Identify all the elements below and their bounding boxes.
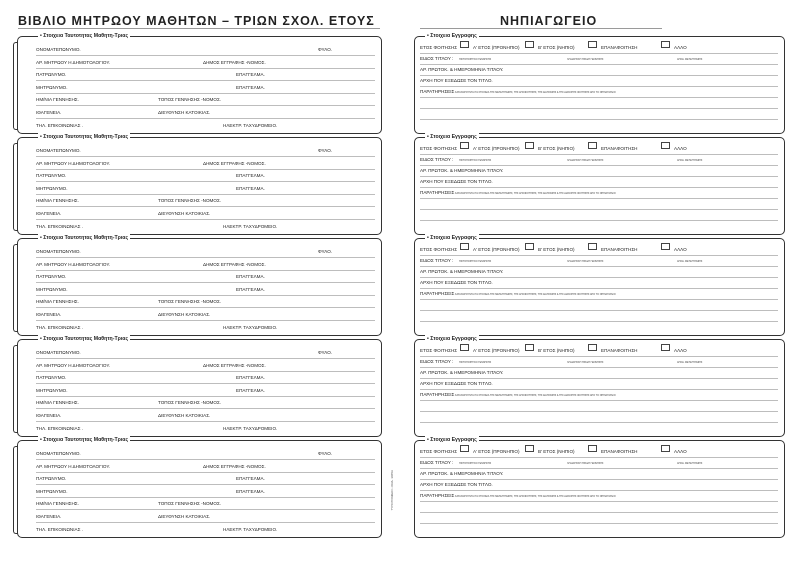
form-rule [36,497,375,498]
father-name-field[interactable]: ΠΑΤΡΩΝΥΜΟ. [36,274,67,280]
mother-name-field[interactable]: ΜΗΤΡΩΝΥΜΟ. [36,286,68,292]
gender-field[interactable]: ΦΥΛΟ. [318,249,333,254]
notes-rule[interactable] [420,209,778,210]
citizenship-field[interactable]: ΙΘΑΓΕΝΕΙΑ. [36,413,62,418]
other-checkbox[interactable] [661,142,670,149]
form-rule [420,75,778,76]
doc-transfer-option[interactable]: ΑΠΟΔ. ΜΕΤΕΓΓΡΑΦΗΣ [677,360,703,364]
year-a-label: Α' ΕΤΟΣ (ΠΡΟΝΗΠΙΟ) [473,247,520,252]
other-checkbox[interactable] [661,445,670,452]
address-field[interactable]: ΔΙΕΥΘΥΝΣΗ ΚΑΤΟΙΚΙΑΣ. [158,110,211,115]
notes-rule[interactable] [420,198,778,199]
doc-birth-option[interactable]: ΠΙΣΤΟΠΟΙΗΤΙΚΟ ΓΕΝΝΗΣΗΣ [459,461,492,465]
form-rule [36,408,375,409]
year-b-label: Β' ΕΤΟΣ (ΝΗΠΙΟ) [538,146,575,151]
enrollment-section-title: • Στοιχεια Εγγραφης [427,336,477,342]
surname-field[interactable]: ΟΝΟΜΑΤΕΠΩΝΥΜΟ. [36,148,81,153]
enrollment-panel [414,235,785,336]
issuer-field[interactable]: ΑΡΧΗ ΠΟΥ ΕΞΕΔΩΣΕ ΤΟΝ ΤΙΤΛΟ. [420,381,493,386]
father-profession-field[interactable]: ΕΠΑΓΓΕΛΜΑ. [236,72,265,78]
doc-birth-act-option[interactable]: ΛΗΞΙΑΡΧΙΚΗ ΠΡΑΞΗ ΓΕΝΝΗΣΗΣ [567,461,604,465]
email-field[interactable]: ΗΛΕΚΤΡ. ΤΑΧΥΔΡΟΜΕΙΟ. [223,425,278,431]
protocol-field[interactable]: ΑΡ. ΠΡΩΤΟΚ. & ΗΜΕΡΟΜΗΝΙΑ ΤΙΤΛΟΥ. [420,471,504,476]
form-rule [420,389,778,390]
student-identity-panel [17,33,382,134]
identity-section-title: • Στοιχεια Ταυτοτητας Μαθητη-Τριας [40,134,129,140]
other-label: ΑΛΛΟ [674,45,687,50]
identity-section-title: • Στοιχεια Ταυτοτητας Μαθητη-Τριας [40,437,129,443]
form-rule [420,187,778,188]
form-rule [420,176,778,177]
doc-type-label: ΕΙΔΟΣ ΤΙΤΛΟΥ : [420,359,454,364]
mother-profession-field[interactable]: ΕΠΑΓΓΕΛΜΑ. [236,387,265,393]
notes-hint: ΚΑΤΑΧΩΡΟΥΝΤΑΙ ΤΑ ΣΤΟΙΧΕΙΑ ΤΗΣ ΜΕΤΕΓΓΡΑΦΗΣ, ΤΗΣ ΑΠΟΦΟΙΤΗΣΗΣ, ΤΗΣ ΔΙΑΓΡΑΦΗΣ & ΤΗΣ ΔΙΑΚΟΠΗΣ ΦΟΙΤΗΣΗΣ ΑΠΟ ΤΟ ΝΗΠΙΑΓΩΓΕΙΟ [455,393,616,397]
student-identity-panel [17,336,382,437]
left-page-title: ΒΙΒΛΙΟ ΜΗΤΡΩΟΥ ΜΑΘΗΤΩΝ – ΤΡΙΩΝ ΣΧΟΛ. ΕΤΟΥΣ [18,14,375,28]
notes-rule[interactable] [420,299,778,300]
year-a-label: Α' ΕΤΟΣ (ΠΡΟΝΗΠΙΟ) [473,146,520,151]
form-rule [36,181,375,182]
form-rule [420,356,778,357]
form-rule [36,371,375,372]
enrollment-section-title: • Στοιχεια Εγγραφης [427,33,477,39]
notes-label: ΠΑΡΑΤΗΡΗΣΕΙΣ [420,89,455,94]
doc-type-label: ΕΙΔΟΣ ΤΙΤΛΟΥ : [420,258,454,263]
doc-birth-act-option[interactable]: ΛΗΞΙΑΡΧΙΚΗ ΠΡΑΞΗ ΓΕΝΝΗΣΗΣ [567,259,604,263]
enrollment-section-title: • Στοιχεια Εγγραφης [427,134,477,140]
repeat-checkbox[interactable] [588,344,597,351]
doc-type-label: ΕΙΔΟΣ ΤΙΤΛΟΥ : [420,460,454,465]
gender-field[interactable]: ΦΥΛΟ. [318,451,333,456]
gender-field[interactable]: ΦΥΛΟ. [318,47,333,52]
year-b-label: Β' ΕΤΟΣ (ΝΗΠΙΟ) [538,449,575,454]
address-field[interactable]: ΔΙΕΥΘΥΝΣΗ ΚΑΤΟΙΚΙΑΣ. [158,413,211,418]
mother-name-field[interactable]: ΜΗΤΡΩΝΥΜΟ. [36,387,68,393]
doc-birth-act-option[interactable]: ΛΗΞΙΑΡΧΙΚΗ ΠΡΑΞΗ ΓΕΝΝΗΣΗΣ [567,57,604,61]
birth-place-field[interactable]: ΤΟΠΟΣ ΓΕΝΝΗΣΗΣ -ΝΟΜΟΣ. [158,97,222,103]
surname-field[interactable]: ΟΝΟΜΑΤΕΠΩΝΥΜΟ. [36,47,81,52]
form-rule [36,459,375,460]
year-a-label: Α' ΕΤΟΣ (ΠΡΟΝΗΠΙΟ) [473,45,520,50]
form-rule [420,64,778,65]
enrollment-panel [414,437,785,538]
registry-number-field[interactable]: ΑΡ. ΜΗΤΡΩΟΥ Η ΔΗΜΟΤΟΛΟΓΙΟΥ. [36,59,111,65]
year-b-checkbox[interactable] [525,142,534,149]
right-title-rule [420,28,662,29]
birth-date-field[interactable]: ΗΜ/ΝΙΑ ΓΕΝΝΗΣΗΣ. [36,198,79,204]
form-rule [36,307,375,308]
citizenship-field[interactable]: ΙΘΑΓΕΝΕΙΑ. [36,110,62,115]
form-rule [420,378,778,379]
form-rule [420,165,778,166]
notes-rule[interactable] [420,400,778,401]
identity-section-title: • Στοιχεια Ταυτοτητας Μαθητη-Τριας [40,235,129,241]
registry-number-field[interactable]: ΑΡ. ΜΗΤΡΩΟΥ Η ΔΗΜΟΤΟΛΟΓΙΟΥ. [36,463,111,469]
mother-name-field[interactable]: ΜΗΤΡΩΝΥΜΟ. [36,488,68,494]
other-checkbox[interactable] [661,243,670,250]
doc-transfer-option[interactable]: ΑΠΟΔ. ΜΕΤΕΓΓΡΑΦΗΣ [677,461,703,465]
form-rule [36,472,375,473]
form-rule [420,86,778,87]
registry-number-field[interactable]: ΑΡ. ΜΗΤΡΩΟΥ Η ΔΗΜΟΤΟΛΟΓΙΟΥ. [36,160,111,166]
address-field[interactable]: ΔΙΕΥΘΥΝΣΗ ΚΑΤΟΙΚΙΑΣ. [158,514,211,519]
notes-rule[interactable] [420,97,778,98]
form-rule [420,457,778,458]
year-a-checkbox[interactable] [460,445,469,452]
mother-profession-field[interactable]: ΕΠΑΓΓΕΛΜΑ. [236,84,265,90]
gender-field[interactable]: ΦΥΛΟ. [318,350,333,355]
surname-field[interactable]: ΟΝΟΜΑΤΕΠΩΝΥΜΟ. [36,451,81,456]
father-profession-field[interactable]: ΕΠΑΓΓΕΛΜΑ. [236,476,265,482]
attendance-label: ΕΤΟΣ ΦΟΙΤΗΣΗΣ [420,449,458,454]
repeat-label: ΕΠΑΝΑΦΟΙΤΗΣΗ [601,146,638,151]
phone-field[interactable]: ΤΗΛ. ΕΠΙΚΟΙΝΩΝΙΑΣ . [36,122,83,128]
other-label: ΑΛΛΟ [674,146,687,151]
email-field[interactable]: ΗΛΕΚΤΡ. ΤΑΧΥΔΡΟΜΕΙΟ. [223,526,278,532]
enrollment-section-title: • Στοιχεια Εγγραφης [427,437,477,443]
doc-birth-option[interactable]: ΠΙΣΤΟΠΟΙΗΤΙΚΟ ΓΕΝΝΗΣΗΣ [459,360,492,364]
notes-rule[interactable] [420,501,778,502]
attendance-label: ΕΤΟΣ ΦΟΙΤΗΣΗΣ [420,247,458,252]
municipality-field[interactable]: ΔΗΜΟΣ ΕΓΓΡΑΦΗΣ -ΝΟΜΟΣ. [203,160,266,166]
form-rule [36,93,375,94]
year-b-checkbox[interactable] [525,445,534,452]
year-b-label: Β' ΕΤΟΣ (ΝΗΠΙΟ) [538,45,575,50]
form-rule [36,105,375,106]
notes-rule[interactable] [420,220,778,221]
form-rule [36,219,375,220]
form-rule [420,288,778,289]
notes-rule[interactable] [420,119,778,120]
year-b-checkbox[interactable] [525,243,534,250]
email-field[interactable]: ΗΛΕΚΤΡ. ΤΑΧΥΔΡΟΜΕΙΟ. [223,324,278,330]
student-identity-panel [17,437,382,538]
form-rule [36,55,375,56]
repeat-label: ΕΠΑΝΑΦΟΙΤΗΣΗ [601,247,638,252]
municipality-field[interactable]: ΔΗΜΟΣ ΕΓΓΡΑΦΗΣ -ΝΟΜΟΣ. [203,362,266,368]
birth-date-field[interactable]: ΗΜ/ΝΙΑ ΓΕΝΝΗΣΗΣ. [36,97,79,103]
form-rule [420,266,778,267]
issuer-field[interactable]: ΑΡΧΗ ΠΟΥ ΕΞΕΔΩΣΕ ΤΟΝ ΤΙΤΛΟ. [420,78,493,83]
form-rule [420,255,778,256]
form-rule [36,257,375,258]
doc-transfer-option[interactable]: ΑΠΟΔ. ΜΕΤΕΓΓΡΑΦΗΣ [677,259,703,263]
email-field[interactable]: ΗΛΕΚΤΡ. ΤΑΧΥΔΡΟΜΕΙΟ. [223,122,278,128]
repeat-checkbox[interactable] [588,142,597,149]
form-rule [420,277,778,278]
other-checkbox[interactable] [661,41,670,48]
notes-hint: ΚΑΤΑΧΩΡΟΥΝΤΑΙ ΤΑ ΣΤΟΙΧΕΙΑ ΤΗΣ ΜΕΤΕΓΓΡΑΦΗΣ, ΤΗΣ ΑΠΟΦΟΙΤΗΣΗΣ, ΤΗΣ ΔΙΑΓΡΑΦΗΣ & ΤΗΣ ΔΙΑΚΟΠΗΣ ΦΟΙΤΗΣΗΣ ΑΠΟ ΤΟ ΝΗΠΙΑΓΩΓΕΙΟ [455,90,616,94]
father-name-field[interactable]: ΠΑΤΡΩΝΥΜΟ. [36,476,67,482]
notes-label: ΠΑΡΑΤΗΡΗΣΕΙΣ [420,190,455,195]
notes-rule[interactable] [420,321,778,322]
year-a-label: Α' ΕΤΟΣ (ΠΡΟΝΗΠΙΟ) [473,348,520,353]
repeat-checkbox[interactable] [588,243,597,250]
form-rule [36,194,375,195]
birth-date-field[interactable]: ΗΜ/ΝΙΑ ΓΕΝΝΗΣΗΣ. [36,400,79,406]
doc-birth-act-option[interactable]: ΛΗΞΙΑΡΧΙΚΗ ΠΡΑΞΗ ΓΕΝΝΗΣΗΣ [567,158,604,162]
enrollment-panel [414,33,785,134]
email-field[interactable]: ΗΛΕΚΤΡ. ΤΑΧΥΔΡΟΜΕΙΟ. [223,223,278,229]
mother-name-field[interactable]: ΜΗΤΡΩΝΥΜΟ. [36,84,68,90]
other-label: ΑΛΛΟ [674,449,687,454]
father-profession-field[interactable]: ΕΠΑΓΓΕΛΜΑ. [236,173,265,179]
notes-rule[interactable] [420,512,778,513]
form-rule [36,484,375,485]
notes-rule[interactable] [420,523,778,524]
doc-type-label: ΕΙΔΟΣ ΤΙΤΛΟΥ : [420,157,454,162]
surname-field[interactable]: ΟΝΟΜΑΤΕΠΩΝΥΜΟ. [36,249,81,254]
form-rule [36,156,375,157]
enrollment-section-title: • Στοιχεια Εγγραφης [427,235,477,241]
form-rule [36,320,375,321]
year-a-checkbox[interactable] [460,344,469,351]
protocol-field[interactable]: ΑΡ. ΠΡΩΤΟΚ. & ΗΜΕΡΟΜΗΝΙΑ ΤΙΤΛΟΥ. [420,370,504,375]
birth-place-field[interactable]: ΤΟΠΟΣ ΓΕΝΝΗΣΗΣ -ΝΟΜΟΣ. [158,501,222,507]
mother-profession-field[interactable]: ΕΠΑΓΓΕΛΜΑ. [236,286,265,292]
year-b-checkbox[interactable] [525,41,534,48]
repeat-label: ΕΠΑΝΑΦΟΙΤΗΣΗ [601,449,638,454]
father-name-field[interactable]: ΠΑΤΡΩΝΥΜΟ. [36,72,67,78]
student-identity-panel [17,235,382,336]
notes-hint: ΚΑΤΑΧΩΡΟΥΝΤΑΙ ΤΑ ΣΤΟΙΧΕΙΑ ΤΗΣ ΜΕΤΕΓΓΡΑΦΗΣ, ΤΗΣ ΑΠΟΦΟΙΤΗΣΗΣ, ΤΗΣ ΔΙΑΓΡΑΦΗΣ & ΤΗΣ ΔΙΑΚΟΠΗΣ ΦΟΙΤΗΣΗΣ ΑΠΟ ΤΟ ΝΗΠΙΑΓΩΓΕΙΟ [455,494,616,498]
repeat-label: ΕΠΑΝΑΦΟΙΤΗΣΗ [601,45,638,50]
student-identity-panel [17,134,382,235]
doc-birth-act-option[interactable]: ΛΗΞΙΑΡΧΙΚΗ ΠΡΑΞΗ ΓΕΝΝΗΣΗΣ [567,360,604,364]
notes-hint: ΚΑΤΑΧΩΡΟΥΝΤΑΙ ΤΑ ΣΤΟΙΧΕΙΑ ΤΗΣ ΜΕΤΕΓΓΡΑΦΗΣ, ΤΗΣ ΑΠΟΦΟΙΤΗΣΗΣ, ΤΗΣ ΔΙΑΓΡΑΦΗΣ & ΤΗΣ ΔΙΑΚΟΠΗΣ ΦΟΙΤΗΣΗΣ ΑΠΟ ΤΟ ΝΗΠΙΑΓΩΓΕΙΟ [455,191,616,195]
doc-birth-option[interactable]: ΠΙΣΤΟΠΟΙΗΤΙΚΟ ΓΕΝΝΗΣΗΣ [459,158,492,162]
right-page-title: ΝΗΠΙΑΓΩΓΕΙΟ [500,14,598,28]
form-rule [420,154,778,155]
citizenship-field[interactable]: ΙΘΑΓΕΝΕΙΑ. [36,312,62,317]
mother-profession-field[interactable]: ΕΠΑΓΓΕΛΜΑ. [236,185,265,191]
year-a-checkbox[interactable] [460,41,469,48]
father-name-field[interactable]: ΠΑΤΡΩΝΥΜΟ. [36,375,67,381]
municipality-field[interactable]: ΔΗΜΟΣ ΕΓΓΡΑΦΗΣ -ΝΟΜΟΣ. [203,463,266,469]
attendance-label: ΕΤΟΣ ΦΟΙΤΗΣΗΣ [420,348,458,353]
form-rule [36,68,375,69]
print-code: ΤΥΠΟΓΡΑΦΕΙΟ • ΚΩΔ. 3065A [390,470,394,511]
identity-section-title: • Στοιχεια Ταυτοτητας Μαθητη-Τριας [40,33,129,39]
attendance-label: ΕΤΟΣ ΦΟΙΤΗΣΗΣ [420,146,458,151]
identity-section-title: • Στοιχεια Ταυτοτητας Μαθητη-Τριας [40,336,129,342]
address-field[interactable]: ΔΙΕΥΘΥΝΣΗ ΚΑΤΟΙΚΙΑΣ. [158,312,211,317]
mother-profession-field[interactable]: ΕΠΑΓΓΕΛΜΑ. [236,488,265,494]
year-a-checkbox[interactable] [460,243,469,250]
issuer-field[interactable]: ΑΡΧΗ ΠΟΥ ΕΞΕΔΩΣΕ ΤΟΝ ΤΙΤΛΟ. [420,179,493,184]
form-rule [36,206,375,207]
doc-birth-option[interactable]: ΠΙΣΤΟΠΟΙΗΤΙΚΟ ΓΕΝΝΗΣΗΣ [459,259,492,263]
form-rule [36,295,375,296]
phone-field[interactable]: ΤΗΛ. ΕΠΙΚΟΙΝΩΝΙΑΣ . [36,526,83,532]
year-b-checkbox[interactable] [525,344,534,351]
issuer-field[interactable]: ΑΡΧΗ ΠΟΥ ΕΞΕΔΩΣΕ ΤΟΝ ΤΙΤΛΟ. [420,280,493,285]
form-rule [36,282,375,283]
form-rule [420,468,778,469]
notes-rule[interactable] [420,422,778,423]
father-profession-field[interactable]: ΕΠΑΓΓΕΛΜΑ. [236,375,265,381]
citizenship-field[interactable]: ΙΘΑΓΕΝΕΙΑ. [36,514,62,519]
address-field[interactable]: ΔΙΕΥΘΥΝΣΗ ΚΑΤΟΙΚΙΑΣ. [158,211,211,216]
notes-hint: ΚΑΤΑΧΩΡΟΥΝΤΑΙ ΤΑ ΣΤΟΙΧΕΙΑ ΤΗΣ ΜΕΤΕΓΓΡΑΦΗΣ, ΤΗΣ ΑΠΟΦΟΙΤΗΣΗΣ, ΤΗΣ ΔΙΑΓΡΑΦΗΣ & ΤΗΣ ΔΙΑΚΟΠΗΣ ΦΟΙΤΗΣΗΣ ΑΠΟ ΤΟ ΝΗΠΙΑΓΩΓΕΙΟ [455,292,616,296]
municipality-field[interactable]: ΔΗΜΟΣ ΕΓΓΡΑΦΗΣ -ΝΟΜΟΣ. [203,59,266,65]
notes-label: ΠΑΡΑΤΗΡΗΣΕΙΣ [420,392,455,397]
registry-number-field[interactable]: ΑΡ. ΜΗΤΡΩΟΥ Η ΔΗΜΟΤΟΛΟΓΙΟΥ. [36,362,111,368]
notes-rule[interactable] [420,310,778,311]
other-label: ΑΛΛΟ [674,348,687,353]
form-rule [36,270,375,271]
year-b-label: Β' ΕΤΟΣ (ΝΗΠΙΟ) [538,247,575,252]
form-rule [36,522,375,523]
notes-rule[interactable] [420,411,778,412]
protocol-field[interactable]: ΑΡ. ΠΡΩΤΟΚ. & ΗΜΕΡΟΜΗΝΙΑ ΤΙΤΛΟΥ. [420,269,504,274]
protocol-field[interactable]: ΑΡ. ΠΡΩΤΟΚ. & ΗΜΕΡΟΜΗΝΙΑ ΤΙΤΛΟΥ. [420,67,504,72]
doc-transfer-option[interactable]: ΑΠΟΔ. ΜΕΤΕΓΓΡΑΦΗΣ [677,57,703,61]
doc-type-label: ΕΙΔΟΣ ΤΙΤΛΟΥ : [420,56,454,61]
other-checkbox[interactable] [661,344,670,351]
repeat-checkbox[interactable] [588,445,597,452]
municipality-field[interactable]: ΔΗΜΟΣ ΕΓΓΡΑΦΗΣ -ΝΟΜΟΣ. [203,261,266,267]
gender-field[interactable]: ΦΥΛΟ. [318,148,333,153]
notes-label: ΠΑΡΑΤΗΡΗΣΕΙΣ [420,493,455,498]
phone-field[interactable]: ΤΗΛ. ΕΠΙΚΟΙΝΩΝΙΑΣ . [36,425,83,431]
notes-label: ΠΑΡΑΤΗΡΗΣΕΙΣ [420,291,455,296]
notes-rule[interactable] [420,108,778,109]
repeat-label: ΕΠΑΝΑΦΟΙΤΗΣΗ [601,348,638,353]
doc-transfer-option[interactable]: ΑΠΟΔ. ΜΕΤΕΓΓΡΑΦΗΣ [677,158,703,162]
enrollment-panel [414,336,785,437]
form-rule [420,367,778,368]
father-profession-field[interactable]: ΕΠΑΓΓΕΛΜΑ. [236,274,265,280]
repeat-checkbox[interactable] [588,41,597,48]
year-a-checkbox[interactable] [460,142,469,149]
surname-field[interactable]: ΟΝΟΜΑΤΕΠΩΝΥΜΟ. [36,350,81,355]
birth-place-field[interactable]: ΤΟΠΟΣ ΓΕΝΝΗΣΗΣ -ΝΟΜΟΣ. [158,198,222,204]
form-rule [36,358,375,359]
phone-field[interactable]: ΤΗΛ. ΕΠΙΚΟΙΝΩΝΙΑΣ . [36,324,83,330]
year-a-label: Α' ΕΤΟΣ (ΠΡΟΝΗΠΙΟ) [473,449,520,454]
doc-birth-option[interactable]: ΠΙΣΤΟΠΟΙΗΤΙΚΟ ΓΕΝΝΗΣΗΣ [459,57,492,61]
form-rule [420,490,778,491]
form-rule [36,509,375,510]
phone-field[interactable]: ΤΗΛ. ΕΠΙΚΟΙΝΩΝΙΑΣ . [36,223,83,229]
father-name-field[interactable]: ΠΑΤΡΩΝΥΜΟ. [36,173,67,179]
birth-place-field[interactable]: ΤΟΠΟΣ ΓΕΝΝΗΣΗΣ -ΝΟΜΟΣ. [158,400,222,406]
birth-place-field[interactable]: ΤΟΠΟΣ ΓΕΝΝΗΣΗΣ -ΝΟΜΟΣ. [158,299,222,305]
attendance-label: ΕΤΟΣ ΦΟΙΤΗΣΗΣ [420,45,458,50]
other-label: ΑΛΛΟ [674,247,687,252]
form-rule [420,479,778,480]
form-rule [36,80,375,81]
form-rule [420,53,778,54]
form-rule [36,396,375,397]
enrollment-panel [414,134,785,235]
protocol-field[interactable]: ΑΡ. ΠΡΩΤΟΚ. & ΗΜΕΡΟΜΗΝΙΑ ΤΙΤΛΟΥ. [420,168,504,173]
mother-name-field[interactable]: ΜΗΤΡΩΝΥΜΟ. [36,185,68,191]
form-rule [36,118,375,119]
form-rule [36,421,375,422]
birth-date-field[interactable]: ΗΜ/ΝΙΑ ΓΕΝΝΗΣΗΣ. [36,501,79,507]
left-title-rule [18,28,380,29]
form-rule [36,169,375,170]
form-rule [36,383,375,384]
year-b-label: Β' ΕΤΟΣ (ΝΗΠΙΟ) [538,348,575,353]
birth-date-field[interactable]: ΗΜ/ΝΙΑ ΓΕΝΝΗΣΗΣ. [36,299,79,305]
citizenship-field[interactable]: ΙΘΑΓΕΝΕΙΑ. [36,211,62,216]
issuer-field[interactable]: ΑΡΧΗ ΠΟΥ ΕΞΕΔΩΣΕ ΤΟΝ ΤΙΤΛΟ. [420,482,493,487]
registry-number-field[interactable]: ΑΡ. ΜΗΤΡΩΟΥ Η ΔΗΜΟΤΟΛΟΓΙΟΥ. [36,261,111,267]
